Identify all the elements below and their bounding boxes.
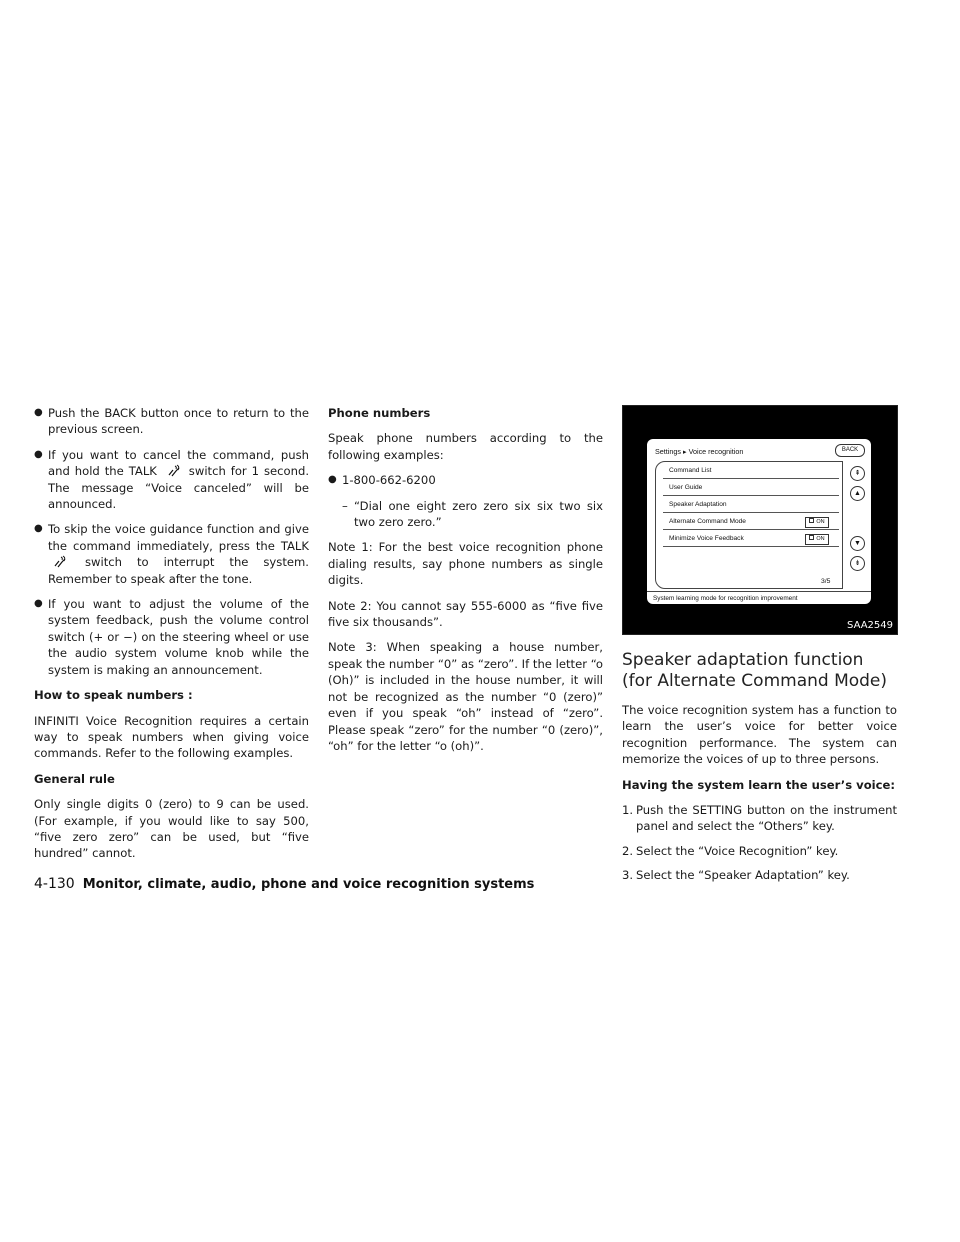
- column-left: [34, 405, 309, 871]
- page-indicator: 3/5: [821, 578, 831, 585]
- scroll-up-icon: ▲: [850, 486, 865, 501]
- section-title: Speaker adaptation function (for Alternate Command Mode): [622, 650, 888, 691]
- menu-item-command-list: Command List: [663, 463, 839, 479]
- note-1: Note 1: For the best voice recognition phone dialing results, say phone numbers as single digits.: [328, 540, 603, 588]
- screen-title: Settings ▸ Voice recognition: [655, 447, 744, 456]
- menu-item-minimize-voice-feedback: Minimize Voice Feedback ON: [663, 531, 839, 547]
- bullet-icon: ●: [34, 598, 43, 610]
- bullet-icon: ●: [34, 523, 43, 535]
- step-3: 3. Select the “Speaker Adaptation” key.: [622, 868, 850, 883]
- page-number: 4-130: [34, 876, 75, 892]
- on-indicator: ON: [805, 517, 829, 528]
- scroll-down-icon: ▼: [850, 536, 865, 551]
- bullet-back: ● Push the BACK button once to return to the previous screen.: [34, 406, 309, 437]
- step-1: 1. Push the SETTING button on the instrument panel and select the “Others” key.: [622, 803, 897, 834]
- heading-phone-numbers: Phone numbers: [328, 406, 431, 420]
- column-right: [622, 650, 897, 892]
- step-2: 2. Select the “Voice Recognition” key.: [622, 843, 839, 858]
- bullet-icon: ●: [34, 448, 43, 460]
- page-footer: [34, 876, 534, 892]
- bullet-phone-example: ● 1-800-662-6200: [328, 473, 436, 488]
- paragraph-phone-intro: Speak phone numbers according to the following examples:: [328, 431, 603, 462]
- heading-learn-voice: Having the system learn the user’s voice:: [622, 777, 896, 792]
- note-2: Note 2: You cannot say 555-6000 as “five five five six thousands”.: [328, 598, 603, 630]
- bullet-icon: ●: [328, 474, 337, 486]
- figure-code: SAA2549: [847, 620, 893, 631]
- talk-switch-icon: [162, 464, 184, 477]
- bullet-icon: ●: [34, 407, 43, 418]
- back-button: BACK: [835, 444, 865, 457]
- heading-general-rule: General rule: [34, 771, 115, 786]
- menu-item-user-guide: User Guide: [663, 480, 839, 496]
- paragraph-speaker-adaptation: The voice recognition system has a function to learn the user’s voice for better voice recognition performance. The system can memorize the voices of up to three persons.: [622, 703, 897, 767]
- voice-recognition-settings-figure: [622, 405, 898, 635]
- scroll-top-icon: ⇞: [850, 466, 865, 481]
- paragraph-numbers: INFINITI Voice Recognition requires a certain way to speak numbers when giving voice commands. Refer to the following examples.: [34, 713, 309, 761]
- column-middle: [328, 405, 603, 763]
- on-indicator: ON: [805, 534, 829, 545]
- section-name: Monitor, climate, audio, phone and voice recognition systems: [82, 877, 535, 892]
- talk-switch-icon: [48, 555, 70, 568]
- phone-example-spoken: – “Dial one eight zero zero six six two six two zero zero.”: [342, 498, 603, 530]
- scroll-bottom-icon: ⇟: [850, 556, 865, 571]
- heading-numbers: How to speak numbers :: [34, 688, 193, 703]
- bullet-skip: ● To skip the voice guidance function and give the command immediately, press the TALK switch to interrupt the system. Remember to speak after the tone.: [34, 522, 309, 586]
- status-bar: System learning mode for recognition improvement: [647, 591, 871, 604]
- note-3: Note 3: When speaking a house number, speak the number “0” as “zero”. If the letter “o (Oh)” is included in the house number, it will not be recognized as the number “0 (zero)” even if you speak “oh” instead of “zero”. Please speak “zero” for the number “0 (zero)”, “oh” for the letter “o (oh)”.: [328, 640, 603, 753]
- bullet-cancel: ● If you want to cancel the command, push and hold the TALK switch for 1 second. The message “Voice canceled” will be announced.: [34, 447, 310, 512]
- menu-item-speaker-adaptation: Speaker Adaptation: [663, 497, 839, 513]
- paragraph-general-rule: Only single digits 0 (zero) to 9 can be used. (For example, if you would like to say 500, “five zero zero” can be used, but “five hundred” cannot.: [34, 797, 309, 861]
- settings-screen: [647, 439, 871, 604]
- menu-item-alternate-command-mode: Alternate Command Mode ON: [663, 514, 839, 530]
- bullet-volume: ● If you want to adjust the volume of the system feedback, push the volume control switch (+ or −) on the steering wheel or use the audio system volume knob while the system is making an announcement.: [34, 597, 309, 677]
